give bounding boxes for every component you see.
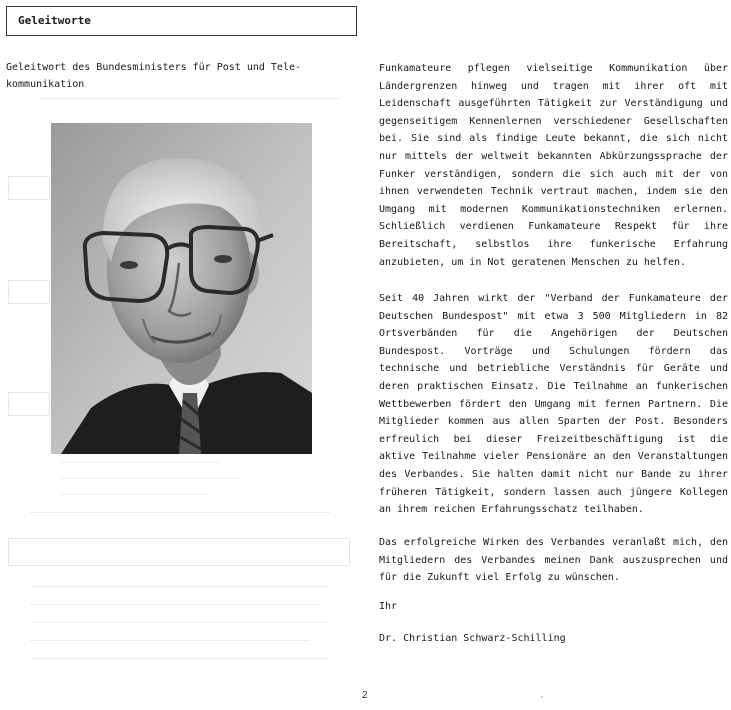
- bleed-through-line: [60, 462, 220, 463]
- bleed-through-line: [30, 622, 330, 623]
- bleed-through-line: [30, 512, 330, 513]
- bleed-through-line: [30, 586, 330, 587]
- page-number: 2: [362, 690, 368, 701]
- bleed-through-line: [30, 604, 320, 605]
- section-header: [6, 6, 357, 36]
- bleed-through-line: [60, 478, 240, 479]
- bleed-through-box: [8, 280, 50, 304]
- body-paragraph-2: Seit 40 Jahren wirkt der "Verband der Funkamateure der Deutschen Bundespost" mit etwa 3 500 Mitgliedern in 82 Ortsverbänden für die Angehörigen der Deutschen Bundespost. Vorträge und Schulungen fördern das technische und betriebliche Verständnis für Geräte und deren praktischen Einsatz. Die Teilnahme an funkerischen Wettbewerben fördert den Umgang mit fernen Partnern. Die Mitglieder kommen aus allen Sparten der Post. Besonders erfreulich bei dieser Freizeitbeschäftigung ist die aktive Teilnahme vieler Pensionäre an den Veranstaltungen des Verbandes. Sie halten damit nicht nur Bande zu ihrer früheren Tätigkeit, sondern lassen auch jüngere Kollegen an ihrem reichen Erfahrungsschatz teilhaben.: [379, 293, 728, 516]
- portrait-photo-icon: [51, 123, 312, 454]
- body-paragraph-3: Das erfolgreiche Wirken des Verbandes veranlaßt mich, den Mitgliedern des Verbandes meinen Dank auszusprechen und für die Zukunft viel Erfolg zu wünschen.: [379, 537, 728, 584]
- bleed-through-line: [30, 640, 310, 641]
- bleed-through-box: [8, 392, 50, 416]
- body-paragraph-1: Funkamateure pflegen vielseitige Kommunikation über Ländergrenzen hinweg und tragen mit ihrer oft mit Leidenschaft ausgeführten Tätigkeit zur Verständigung und gegenseitigem Kennenlernen verschiedener Gesellschaften bei. Sie sind als findige Leute bekannt, die sich nicht nur mittels der weltweit bekannten Abkürzungssprache der Funker verständigen, sondern die sich auch mit der von ihnen verwendeten Technik vertraut machen, indem sie den Umgang mit modernen Kommunikationstechniken erlernen. Schließlich verdienen Funkamateure Respekt für ihre Bereitschaft, selbstlos ihre funkerische Erfahrung anzubieten, um in Not geratenen Menschen zu helfen.: [379, 63, 728, 268]
- bleed-through-line: [60, 494, 210, 495]
- foreword-subtitle: Geleitwort des Bundesministers für Post und Tele- kommunikation: [6, 62, 302, 90]
- bleed-through-box: [8, 176, 50, 200]
- scan-speck: [541, 696, 543, 698]
- closing-salutation: Ihr: [379, 601, 398, 612]
- bleed-through-box: [8, 538, 350, 566]
- bleed-through-line: [30, 658, 330, 659]
- bleed-through-line: [40, 98, 340, 99]
- portrait-photo: [51, 123, 312, 454]
- section-title: Geleitworte: [18, 14, 91, 27]
- signature-name: Dr. Christian Schwarz-Schilling: [379, 633, 566, 644]
